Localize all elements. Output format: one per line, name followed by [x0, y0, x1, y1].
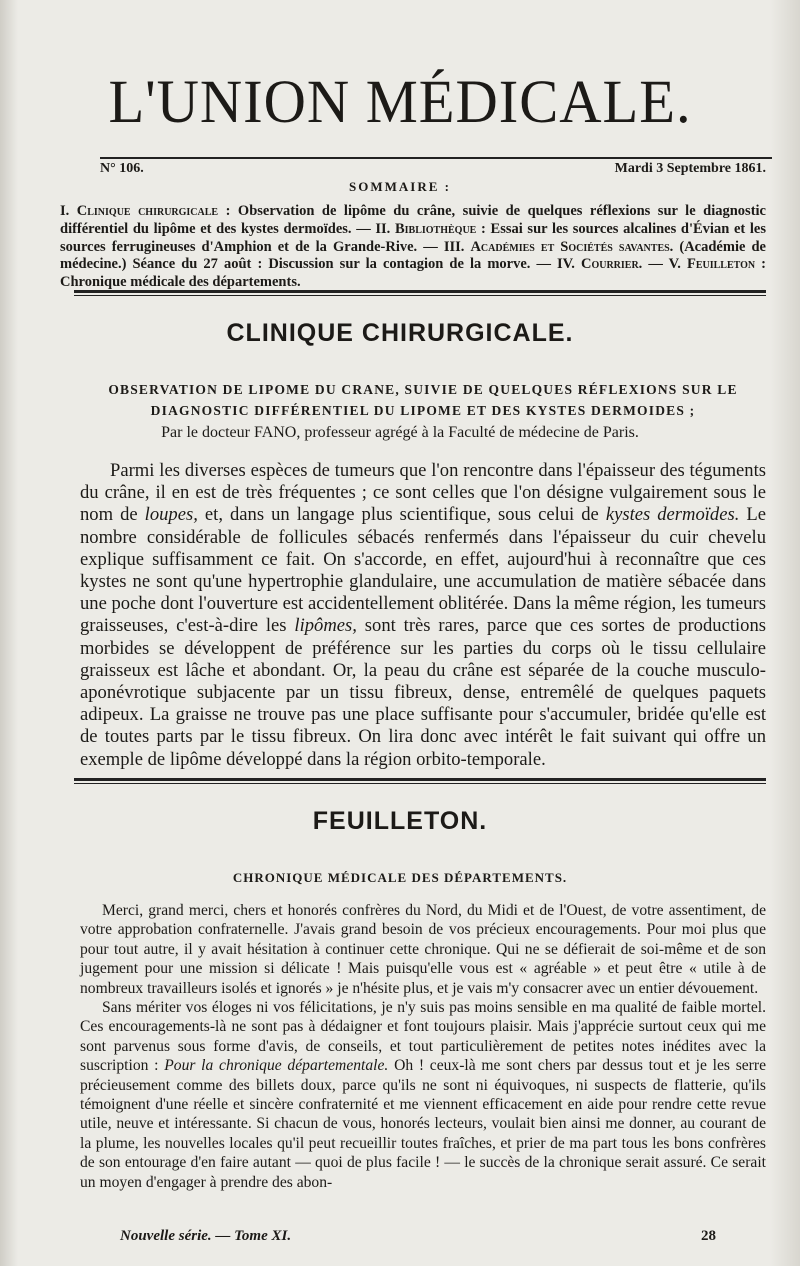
summary-run: I.: [60, 203, 77, 219]
section-divider: [74, 290, 766, 293]
clinique-run: Le nombre considérable de follicules sébacés renfermés dans l'épaisseur du cuir chevelu explique suffisamment ce fait. On s'accorde, en effet, aujourd'hui à reconnaître que ces kystes ne sont qu'une hypertrophie glandulaire, une accumulation de matière sébacée dans une poche dont l'ouverture est accidentellement oblitérée. Dans la même région, les tumeurs graisseuses, c'est-à-dire les: [80, 504, 767, 637]
clinique-run: loupes,: [144, 504, 198, 526]
summary-run: : Chronique médicale des départements.: [60, 256, 766, 291]
issue-number: N° 106.: [100, 161, 144, 176]
masthead-title: L'UNION MÉDICALE.: [108, 69, 692, 136]
footer-series: Nouvelle série. — Tome XI.: [120, 1228, 292, 1244]
clinique-run: Parmi les diverses espèces de tumeurs que l'on rencontre dans l'épaisseur des téguments du crâne, il en est de très fréquentes ; ce sont celles que l'on désigne vulgairement sous le nom de: [80, 460, 766, 526]
feuilleton-subtitle: CHRONIQUE MÉDICALE DES DÉPARTEMENTS.: [232, 870, 568, 885]
feuilleton-heading: FEUILLETON.: [312, 807, 488, 835]
byline: Par le docteur FANO, professeur agrégé à la Faculté de médecine de Paris.: [161, 424, 639, 441]
clinique-run: sont très rares, parce que ces sortes de productions morbides se développent de préférence sur les parties du corps où le tissu cellulaire graisseux est lâche et abondant. Or, la peau du crâne est séparée de la couche musculo-aponévrotique subjacente par un tissu fibreux, dense, entremêlé de quelques paquets adipeux. La graisse ne trouve pas une place suffisante pour s'accumuler, bridée qu'elle est de toutes parts par le tissu fibreux. On lira donc avec intérêt le fait suivant qui offre un exemple de lipôme développé dans la région orbito-temporale.: [80, 615, 766, 770]
clinique-paragraph: [80, 460, 766, 771]
feuilleton-paragraph: [80, 901, 766, 998]
feuilleton-paragraph: [80, 998, 766, 1192]
summary-run: : Essai sur les sources alcalines d'Évian et les sources ferrugineuses d'Amphion et de la Grande-Rive. — III.: [60, 220, 766, 255]
issue-date: Mardi 3 Septembre 1861.: [614, 161, 766, 176]
footer-page-number: 28: [701, 1228, 716, 1244]
feuilleton-divider: [74, 778, 766, 781]
feuilleton-run: Sans mériter vos éloges ni vos félicitations, je n'y suis pas moins sensible en ma qualité de faible mortel. Ces encouragements-là ne sont pas à dédaigner et font toujours plaisir. Mais j'apprécie surtout ceux qui me sont parvenus sous forme d'avis, de conseils, et tout particulièrement de petites notes inédites avec la suscription :: [80, 999, 766, 1075]
summary-run: Académies et Sociétés savantes.: [470, 238, 674, 255]
summary-run: (Académie de médecine.) Séance du 27 août : Discussion sur la contagion de la morve. — IV.: [60, 238, 766, 273]
summary-run: Courrier.: [580, 256, 643, 273]
article-title: OBSERVATION DE LIPOME DU CRANE, SUIVIE DE QUELQUES RÉFLEXIONS SUR LE DIAGNOSTIC DIFFÉRENTIEL DU LIPOME ET DES KYSTES DERMOIDES ;: [108, 382, 738, 418]
sommaire-heading: SOMMAIRE :: [349, 179, 451, 194]
feuilleton-run: Merci, grand merci, chers et honorés confrères du Nord, du Midi et de l'Ouest, de votre assentiment, de votre approbation confraternelle. J'avais grand besoin de vos précieux encouragements. Pour moi plus que pour tout autre, il y avait hésitation à continuer cette chronique. Qui ne se défierait de soi-même et de son jugement pour une mission si délicate ! Mais puisqu'elle vous est « agréable » et peut être « utile à de nombreux travailleurs isolés et ignorés » je n'hésite plus, et je vais m'y consacrer avec un entier dévouement.: [80, 902, 766, 997]
page-footer: [120, 1228, 720, 1245]
summary-run: Feuilleton: [686, 256, 756, 273]
clinique-run: et, dans un langage plus scientifique, sous celui de: [197, 504, 606, 526]
clinique-run: kystes dermoïdes.: [605, 504, 740, 526]
summary-contents: [60, 203, 766, 292]
clinique-heading: CLINIQUE CHIRURGICALE.: [226, 319, 574, 347]
summary-run: Clinique chirurgicale: [76, 203, 219, 219]
clinique-run: lipômes,: [294, 615, 357, 637]
summary-run: Bibliothèque: [394, 220, 477, 237]
summary-run: : Observation de lipôme du crâne, suivie de quelques réflexions sur le diagnostic différentiel du lipôme et des kystes dermoïdes. — II.: [60, 203, 766, 237]
feuilleton-run: Oh ! ceux-là me sont chers par dessus tout et je les serre précieusement comme des billets doux, parce qu'ils ne sont ni équivoques, ni suspects de flatterie, qu'ils témoignent d'une réelle et sincère confraternité et me viennent efficacement en aide pour rendre cette revue utile, neuve et intéressante. Si chacun de vous, honorés lecteurs, voulait bien ainsi me donner, au courant de la plume, les nouvelles locales qu'il peut recueillir toutes fraîches, et prier de ma part tous les bons confrères de son entourage d'en faire autant — quoi de plus facile ! — le succès de la chronique serait assuré. Ce serait un moyen d'engager à prendre des abon-: [80, 1057, 766, 1191]
clinique-body: [80, 460, 766, 771]
feuilleton-run: Pour la chronique départementale.: [164, 1057, 389, 1075]
feuilleton-body: [80, 901, 766, 1192]
summary-run: — V.: [642, 256, 687, 273]
issue-line: [100, 157, 772, 176]
